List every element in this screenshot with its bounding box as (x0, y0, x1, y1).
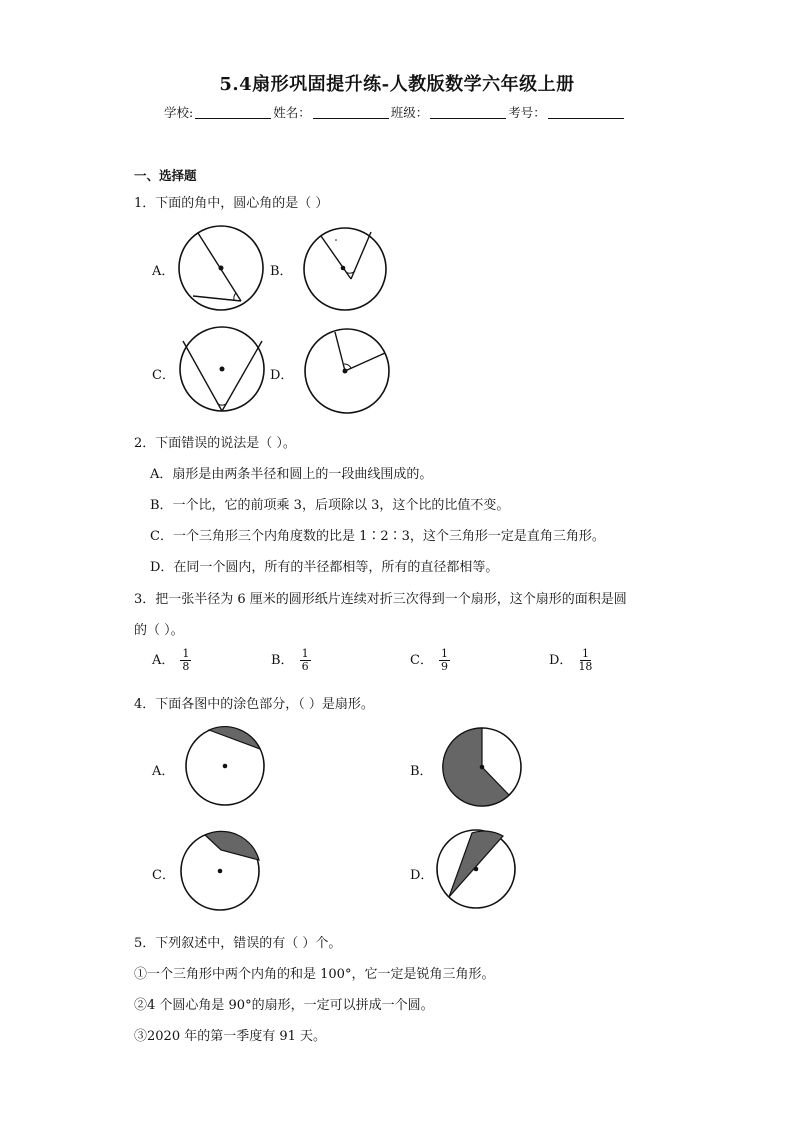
q2-option-c[interactable]: C．一个三角形三个内角度数的比是 1∶2∶3，这个三角形一定是直角三角形。 (150, 529, 605, 544)
q4-figure-b[interactable] (443, 728, 521, 806)
q4-option-b-label: B． (410, 764, 433, 779)
q3-option-b-fraction: $\frac{1}{6}$ (301, 647, 309, 673)
q3-option-c-label: C． (410, 653, 433, 668)
q3-option-a-label: A． (152, 653, 175, 668)
section-heading: 一、选择题 (134, 168, 197, 183)
q2-stem: 2．下面错误的说法是（ ）。 (134, 436, 296, 451)
q3-option-d-label: D． (549, 653, 573, 668)
q2-option-a[interactable]: A．扇形是由两条半径和圆上的一段曲线围成的。 (150, 467, 433, 482)
q5-item-2: ②4 个圆心角是 90°的扇形，一定可以拼成一个圆。 (134, 998, 434, 1013)
q3-option-d-fraction: $\frac{1}{18}$ (578, 647, 593, 673)
q2-option-d[interactable]: D．在同一个圆内，所有的半径都相等，所有的直径都相等。 (150, 560, 499, 575)
q3-option-c-fraction: $\frac{1}{9}$ (440, 647, 448, 673)
q4-figure-c[interactable] (181, 831, 259, 910)
q3-option-b-label: B． (271, 653, 294, 668)
q3-option-a-fraction: $\frac{1}{8}$ (182, 647, 190, 673)
q4-option-a-label: A． (152, 764, 175, 779)
q4-figure-d[interactable] (437, 830, 515, 908)
q5-stem: 5．下列叙述中，错误的有（ ）个。 (134, 936, 342, 951)
q4-option-c-label: C． (152, 868, 175, 883)
q2-option-b[interactable]: B．一个比，它的前项乘 3，后项除以 3，这个比的比值不变。 (150, 498, 510, 513)
q1-stem: 1．下面的角中，圆心角的是（ ） (134, 196, 329, 211)
name-label: 姓名： (273, 105, 311, 120)
number-label: 考号： (508, 105, 546, 120)
school-label: 学校: (164, 105, 194, 120)
class-label: 班级： (390, 105, 429, 120)
q4-stem: 4．下面各图中的涂色部分，（ ）是扇形。 (134, 697, 374, 712)
q4-option-d-label: D． (410, 868, 434, 883)
q1-option-d-label: D． (270, 368, 294, 383)
page-title: 5.4扇形巩固提升练-人教版数学六年级上册 (219, 74, 575, 95)
q1-option-a-label: A． (152, 264, 175, 279)
q4-figure-a[interactable] (186, 727, 264, 805)
q1-option-b-label: B． (270, 264, 293, 279)
q3-stem-line1: 3．把一张半径为 6 厘米的圆形纸片连续对折三次得到一个扇形，这个扇形的面积是圆 (134, 592, 627, 607)
q3-stem-line2: 的（ ）。 (134, 623, 184, 638)
q1-option-c-label: C． (152, 368, 175, 383)
q5-item-3: ③2020 年的第一季度有 91 天。 (134, 1029, 327, 1044)
q5-item-1: ①一个三角形中两个内角的和是 100°，它一定是锐角三角形。 (134, 967, 495, 982)
